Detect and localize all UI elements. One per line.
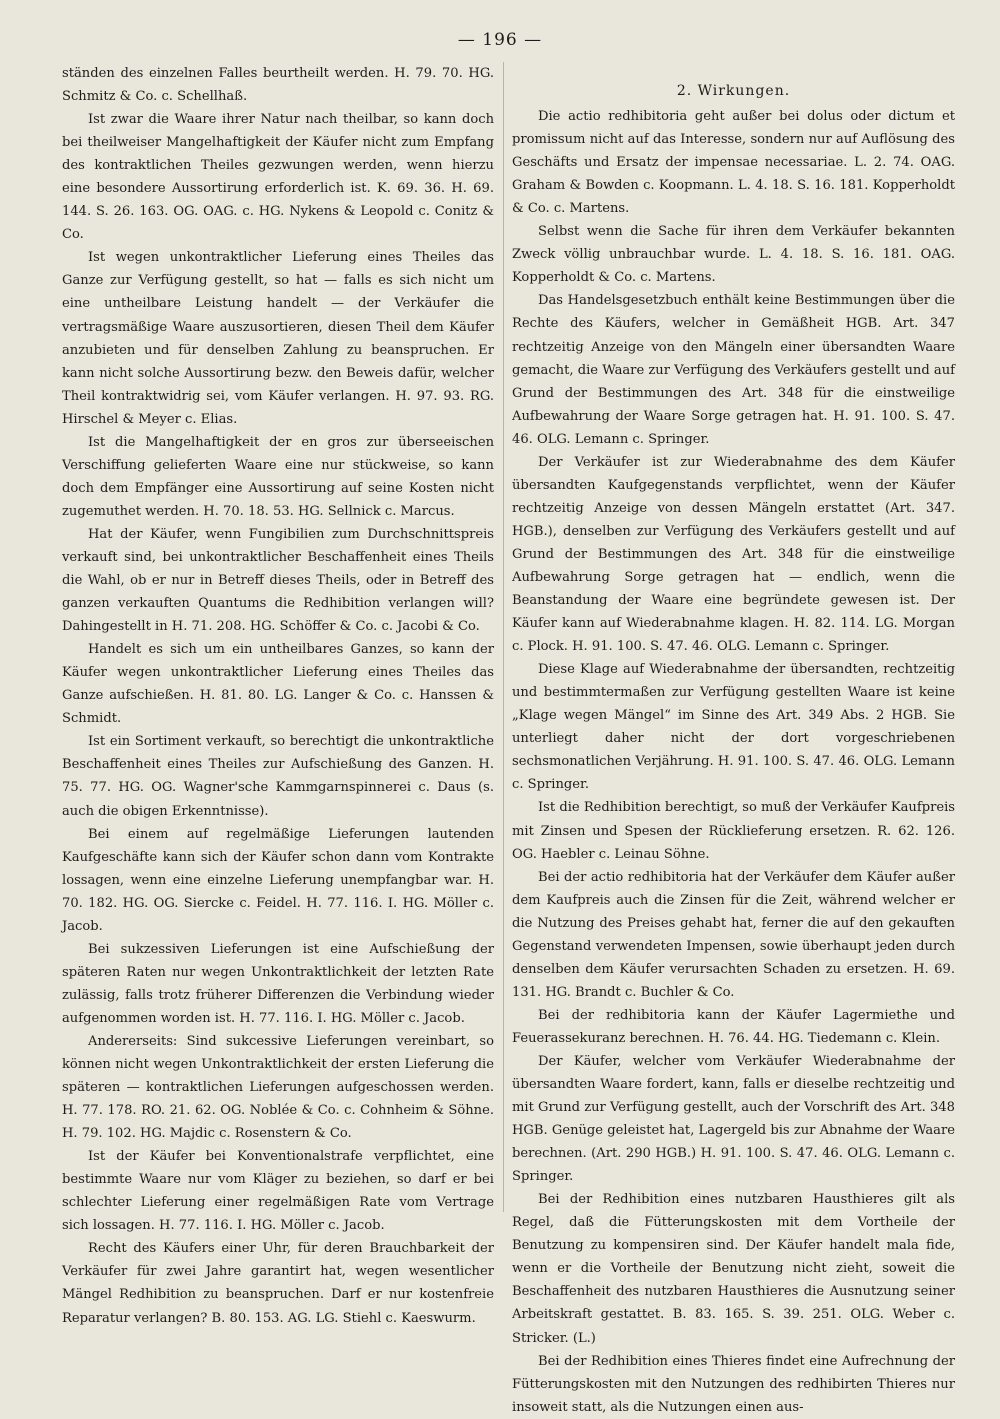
paragraph: Hat der Käufer, wenn Fungibilien zum Durchschnittspreis verkauft sind, bei unkontraktlicher Beschaffenheit eines Theils die Wahl, ob er nur in Betreff dieses Theils, oder in Betreff des ganzen verkauften Quantums die Redhibition verlangen will? Dahingestellt in H. 71. 208. HG. Schöffer & Co. c. Jacobi & Co. — [62, 526, 494, 635]
paragraph: Bei der Redhibition eines Thieres findet eine Aufrechnung der Fütterungskosten mit den Nutzungen des redhibirten Thieres nur insoweit statt, als die Nutzungen einen aus- — [512, 1353, 955, 1415]
left-column — [62, 62, 494, 1330]
paragraph: Ist die Redhibition berechtigt, so muß der Verkäufer Kaufpreis mit Zinsen und Spesen der Rücklieferung ersetzen. R. 62. 126. OG. Haebler c. Leinau Söhne. — [512, 800, 955, 862]
paragraph: Diese Klage auf Wiederabnahme der übersandten, rechtzeitig und bestimmtermaßen zur Verfügung gestellten Waare ist keine „Klage wegen Mängel“ im Sinne des Art. 349 Abs. 2 HGB. Sie unterliegt daher nicht der dort vorgeschriebenen sechsmonatlichen Verjährung. H. 91. 100. S. 47. 46. OLG. Lemann c. Springer. — [512, 662, 955, 793]
paragraph: Ist wegen unkontraktlicher Lieferung eines Theiles das Ganze zur Verfügung gestellt, so hat — falls es sich nicht um eine untheilbare Leistung handelt — der Verkäufer die vertragsmäßige Waare auszusortieren, diesen Theil dem Käufer anzubieten und für denselben Zahlung zu beanspruchen. Er kann nicht solche Aussortirung bezw. den Beweis dafür, welcher Theil kontraktwidrig sei, vom Käufer verlangen. H. 97. 93. RG. Hirschel & Meyer c. Elias. — [62, 250, 494, 427]
page-number: — 196 — — [457, 30, 543, 50]
paragraph: Bei der redhibitoria kann der Käufer Lagermiethe und Feuerassekuranz berechnen. H. 76. 44. HG. Tiedemann c. Klein. — [512, 1007, 955, 1046]
paragraph: Ist der Käufer bei Konventionalstrafe verpflichtet, eine bestimmte Waare nur vom Kläger zu beziehen, so darf er bei schlechter Lieferung einer regelmäßigen Rate vom Vertrage sich lossagen. H. 77. 116. I. HG. Möller c. Jacob. — [62, 1149, 494, 1234]
paragraph: Ist ein Sortiment verkauft, so berechtigt die unkontraktliche Beschaffenheit eines Theiles zur Aufschießung des Ganzen. H. 75. 77. HG. OG. Wagner'sche Kammgarnspinnerei c. Daus (s. auch die obigen Erkenntnisse). — [62, 734, 494, 819]
paragraph: Bei sukzessiven Lieferungen ist eine Aufschießung der späteren Raten nur wegen Unkontraktlichkeit der letzten Rate zulässig, falls trotz früherer Differenzen die Verbindung wieder aufgenommen worden ist. H. 77. 116. I. HG. Möller c. Jacob. — [62, 941, 494, 1026]
paragraph: Selbst wenn die Sache für ihren dem Verkäufer bekannten Zweck völlig unbrauchbar wurde. L. 4. 18. S. 16. 181. OAG. Kopperholdt & Co. c. Martens. — [512, 224, 955, 286]
paragraph: Der Käufer, welcher vom Verkäufer Wiederabnahme der übersandten Waare fordert, kann, falls er dieselbe rechtzeitig und mit Grund zur Verfügung gestellt, auch der Vorschrift des Art. 348 HGB. Genüge geleistet hat, Lagergeld bis zur Abnahme der Waare berechnen. (Art. 290 HGB.) H. 91. 100. S. 47. 46. OLG. Lemann c. Springer. — [512, 1053, 955, 1185]
right-column — [512, 80, 955, 1419]
paragraph: Ist zwar die Waare ihrer Natur nach theilbar, so kann doch bei theilweiser Mangelhaftigkeit der Käufer nicht zum Empfang des kontraktlichen Theiles gezwungen werden, wenn hierzu eine besondere Aussortirung erforderlich ist. K. 69. 36. H. 69. 144. S. 26. 163. OG. OAG. c. HG. Nykens & Leopold c. Conitz & Co. — [62, 112, 494, 243]
paragraph: Die actio redhibitoria geht außer bei dolus oder dictum et promissum nicht auf das Interesse, sondern nur auf Auflösung des Geschäfts und Ersatz der impensae necessariae. L. 2. 74. OAG. Graham & Bowden c. Koopmann. L. 4. 18. S. 16. 181. Kopperholdt & Co. c. Martens. — [512, 109, 955, 217]
paragraph: Recht des Käufers einer Uhr, für deren Brauchbarkeit der Verkäufer für zwei Jahre garantirt hat, wegen wesentlicher Mängel Redhibition zu beanspruchen. Darf er nur kostenfreie Reparatur verlangen? B. 80. 153. AG. LG. Stiehl c. Kaeswurm. — [62, 1241, 494, 1326]
column-divider — [503, 62, 504, 1212]
section-heading: 2. Wirkungen. — [676, 83, 791, 99]
paragraph: ständen des einzelnen Falles beurtheilt werden. H. 79. 70. HG. Schmitz & Co. c. Schellhaß. — [62, 66, 494, 105]
paragraph: Andererseits: Sind sukcessive Lieferungen vereinbart, so können nicht wegen Unkontraktlichkeit der ersten Lieferung die späteren — kontraktlichen Lieferungen aufgeschossen werden. H. 77. 178. RO. 21. 62. OG. Noblée & Co. c. Cohnheim & Söhne. H. 79. 102. HG. Majdic c. Rosenstern & Co. — [62, 1033, 494, 1142]
paragraph: Das Handelsgesetzbuch enthält keine Bestimmungen über die Rechte des Käufers, welcher in Gemäßheit HGB. Art. 347 rechtzeitig Anzeige von den Mängeln einer übersandten Waare gemacht, die Waare zur Verfügung des Verkäufers gestellt und auf Grund der Bestimmungen des Art. 348 für die einstweilige Aufbewahrung der Waare Sorge getragen hat. H. 91. 100. S. 47. 46. OLG. Lemann c. Springer. — [512, 293, 955, 447]
paragraph: Handelt es sich um ein untheilbares Ganzes, so kann der Käufer wegen unkontraktlicher Lieferung eines Theiles das Ganze aufschießen. H. 81. 80. LG. Langer & Co. c. Hanssen & Schmidt. — [62, 642, 494, 727]
paragraph: Bei der Redhibition eines nutzbaren Hausthieres gilt als Regel, daß die Fütterungskosten mit dem Vortheile der Benutzung zu kompensiren sind. Der Käufer handelt mala fide, wenn er die Vortheile der Benutzung nicht zieht, soweit die Beschaffenheit des nutzbaren Hausthieres die Ausnutzung seiner Arbeitskraft gestattet. B. 83. 165. S. 39. 251. OLG. Weber c. Stricker. (L.) — [512, 1192, 955, 1346]
paragraph: Bei einem auf regelmäßige Lieferungen lautenden Kaufgeschäfte kann sich der Käufer schon dann vom Kontrakte lossagen, wenn eine einzelne Lieferung unempfangbar war. H. 70. 182. HG. OG. Siercke c. Feidel. H. 77. 116. I. HG. Möller c. Jacob. — [62, 826, 494, 934]
paragraph: Bei der actio redhibitoria hat der Verkäufer dem Käufer außer dem Kaufpreis auch die Zinsen für die Zeit, während welcher er die Nutzung des Preises gehabt hat, ferner die auf den gekauften Gegenstand verwendeten Impensen, sowie überhaupt jeden durch denselben dem Käufer verursachten Schaden zu ersetzen. H. 69. 131. HG. Brandt c. Buchler & Co. — [512, 869, 955, 1000]
paragraph: Ist die Mangelhaftigkeit der en gros zur überseeischen Verschiffung gelieferten Waare eine nur stückweise, so kann doch dem Empfänger eine Aussortirung auf seine Kosten nicht zugemuthet werden. H. 70. 18. 53. HG. Sellnick c. Marcus. — [62, 434, 494, 519]
paragraph: Der Verkäufer ist zur Wiederabnahme des dem Käufer übersandten Kaufgegenstands verpflichtet, wenn der Käufer rechtzeitig Anzeige von dessen Mängeln erstattet (Art. 347. HGB.), denselben zur Verfügung des Verkäufers gestellt und auf Grund der Bestimmungen des Art. 348 für die einstweilige Aufbewahrung Sorge getragen hat — endlich, wenn die Beanstandung der Waare eine begründete gewesen ist. Der Käufer kann auf Wiederabnahme klagen. H. 82. 114. LG. Morgan c. Plock. H. 91. 100. S. 47. 46. OLG. Lemann c. Springer. — [512, 454, 955, 655]
